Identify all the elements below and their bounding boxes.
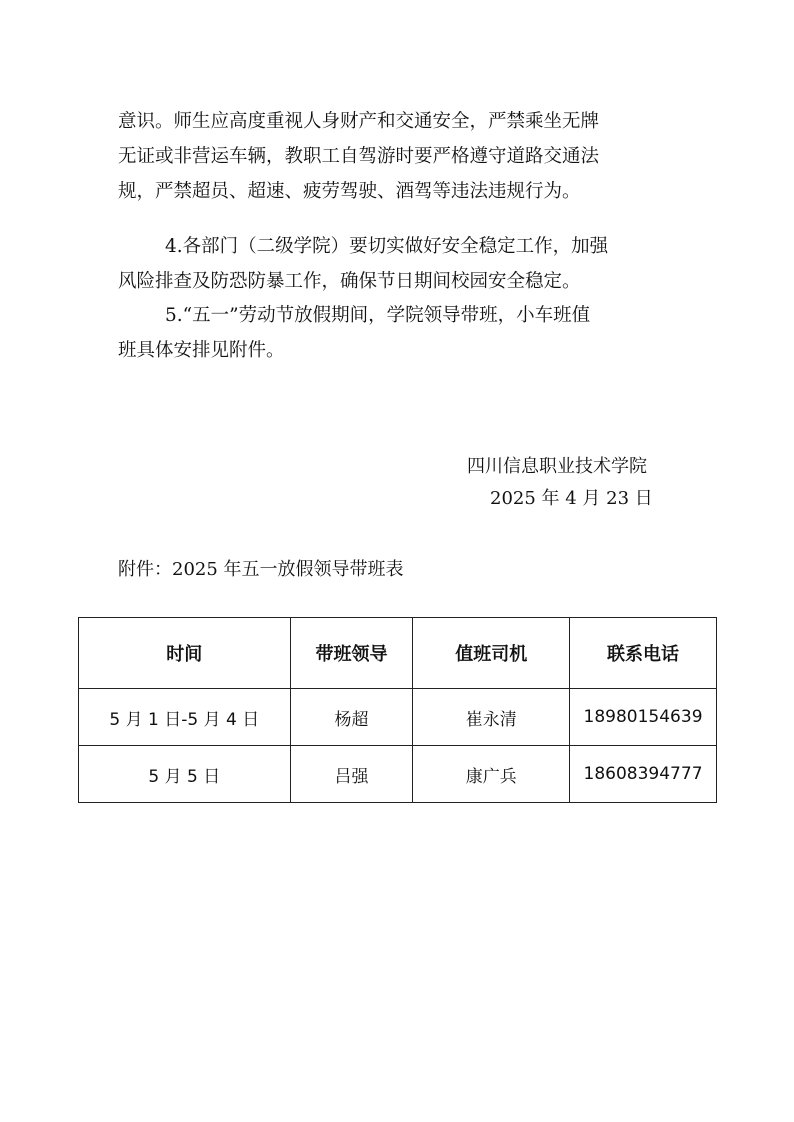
cell-phone: 18608394777	[570, 746, 717, 803]
signature-date: 2025 年 4 月 23 日	[490, 488, 653, 509]
text-line: 意识。师生应高度重视人身财产和交通安全，严禁乘坐无牌	[118, 111, 600, 132]
paragraph-item-5	[118, 298, 678, 368]
text-line: 无证或非营运车辆，教职工自驾游时要严格遵守道路交通法	[118, 146, 600, 167]
cell-driver: 康广兵	[413, 746, 570, 803]
header-leader: 带班领导	[290, 618, 413, 689]
cell-leader: 杨超	[290, 689, 413, 746]
table-row	[79, 689, 717, 746]
cell-phone: 18980154639	[570, 689, 717, 746]
table-header-row	[79, 618, 717, 689]
paragraph-item-4	[118, 229, 678, 299]
cell-time: 5 月 5 日	[79, 746, 291, 803]
cell-time: 5 月 1 日-5 月 4 日	[79, 689, 291, 746]
duty-schedule-table	[78, 617, 717, 803]
paragraph-safety-awareness	[118, 104, 678, 209]
table-row	[79, 746, 717, 803]
text-line: 风险排查及防恐防暴工作，确保节日期间校园安全稳定。	[118, 271, 581, 292]
signature-organization: 四川信息职业技术学院	[467, 456, 647, 477]
text-line: 规，严禁超员、超速、疲劳驾驶、酒驾等违法违规行为。	[118, 181, 581, 202]
text-line: 5.“五一”劳动节放假期间，学院领导带班，小车班值	[165, 305, 591, 326]
header-phone: 联系电话	[570, 618, 717, 689]
header-time: 时间	[79, 618, 291, 689]
cell-leader: 吕强	[290, 746, 413, 803]
attachment-title: 附件：2025 年五一放假领导带班表	[118, 559, 404, 580]
text-line: 班具体安排见附件。	[118, 340, 285, 361]
cell-driver: 崔永清	[413, 689, 570, 746]
text-line: 4.各部门（二级学院）要切实做好安全稳定工作，加强	[165, 236, 609, 257]
header-driver: 值班司机	[413, 618, 570, 689]
